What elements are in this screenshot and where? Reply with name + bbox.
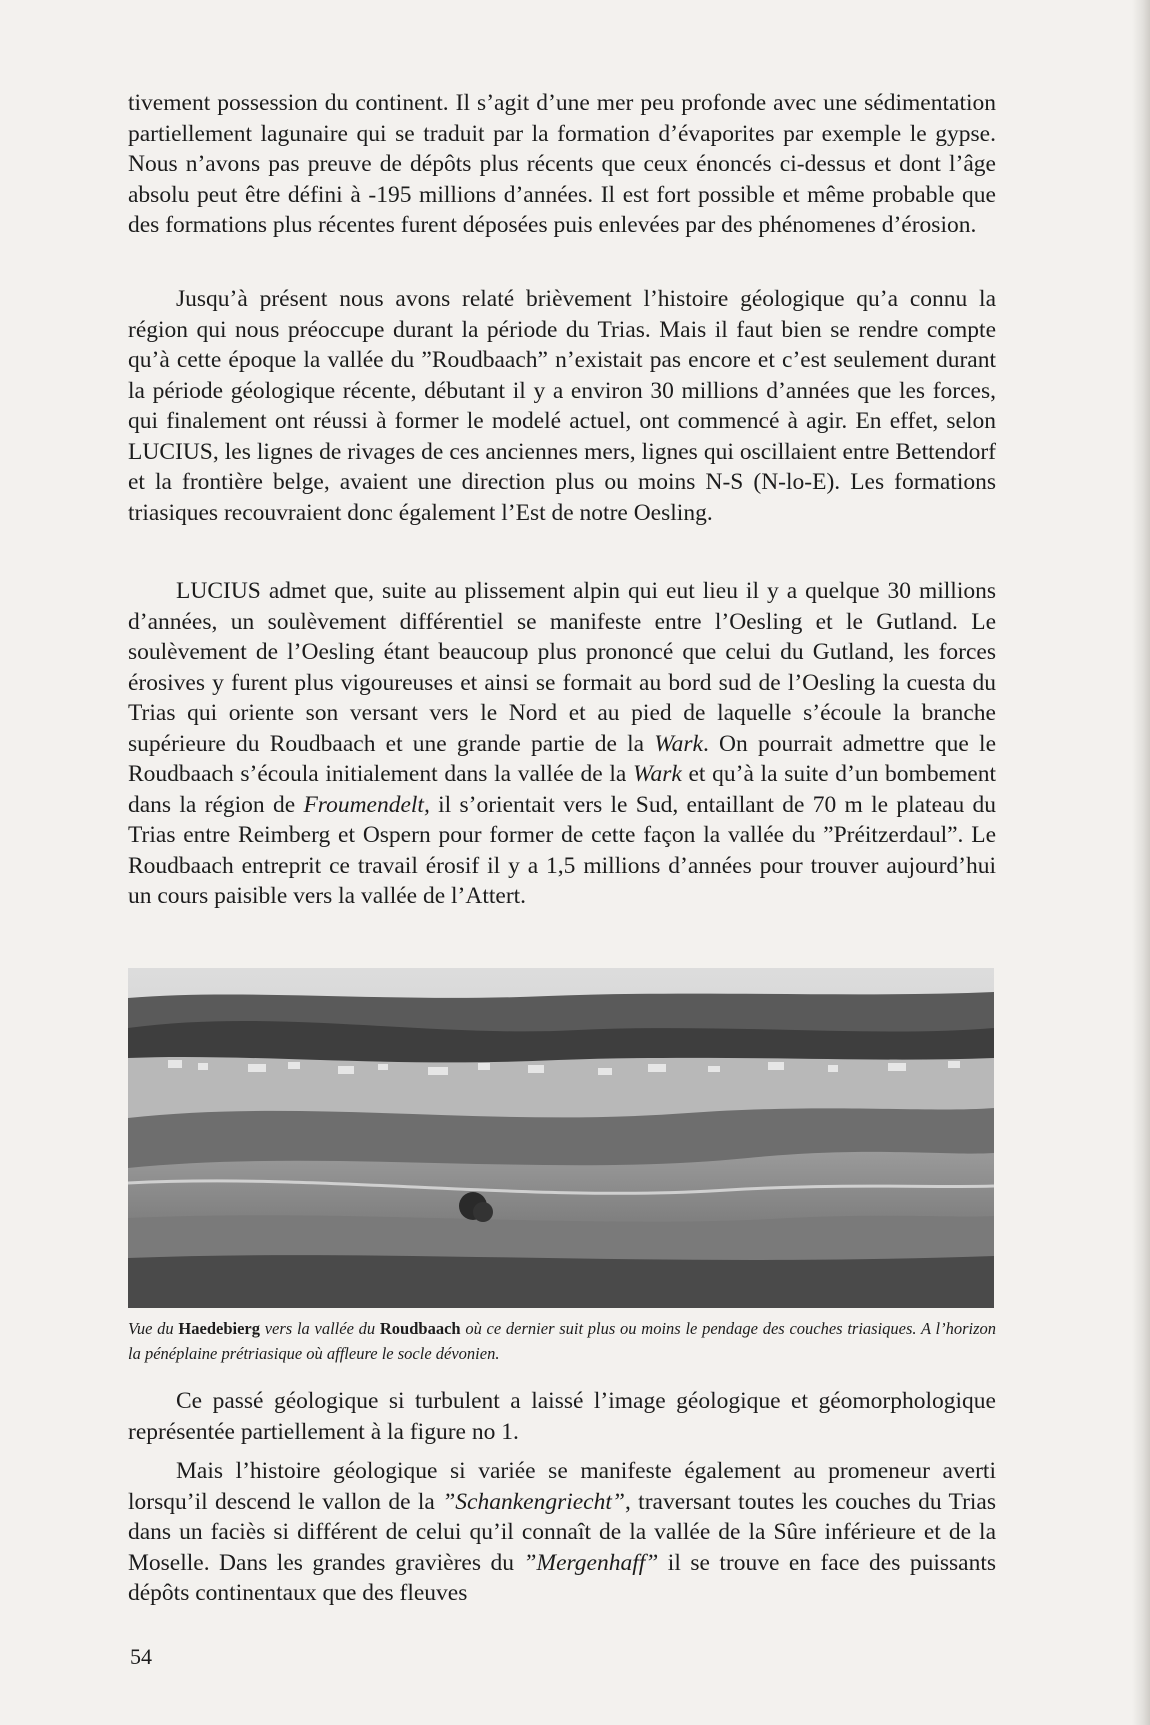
paragraph-1-text: tivement possession du continent. Il s’agit d’une mer peu profonde avec une sédimentation partiellement lagunaire qui se traduit par la formation d’évaporites par exemple le gypse. Nous n’avons pas preuve de dépôts plus récents que ceux énoncés ci-dessus et dont l’âge absolu peut être défini à -195 millions d’années. Il est fort possible et même probable que des formations plus récentes furent déposées puis enlevées par des phénomenes d’érosion. <box>128 90 996 238</box>
paragraph-3-part-a: LUCIUS admet que, suite au plissement alpin qui eut lieu il y a quelque 30 millions d’années, un soulèvement différentiel se manifeste entre l’Oesling et le Gutland. Le soulèvement de l’Oesling étant beaucoup plus prononcé que celui du Gutland, les forces érosives y furent plus vigoureuses et ainsi se formait au bord sud de l’Oesling la cuesta du Trias qui oriente son versant vers le Nord et au pied de laquelle s’écoule la branche supérieure du Roudbaach et une grande partie de la <box>128 578 996 757</box>
mergenhaff-term: ”Mergenhaff” <box>523 1549 659 1576</box>
paragraph-5-part-b: , traversant toutes les couches du Trias dans un faciès si différent de celui qu’il connaît de la vallée de la Sûre inférieure et de la Moselle. Dans les grandes gravières du <box>128 1488 996 1576</box>
paragraph-3-text <box>128 576 996 912</box>
paragraph-2 <box>128 284 996 528</box>
caption-part-c: où ce dernier suit plus ou moins le pendage des couches triasiques. A l’horizon la pénéplaine prétriasique où affleure le socle dévonien. <box>128 1319 996 1363</box>
paragraphs-4-5 <box>128 1386 996 1609</box>
paragraph-5-part-c: il se trouve en face des puissants dépôts continentaux que des fleuves <box>128 1549 996 1606</box>
paragraph-4-text: Ce passé géologique si turbulent a laissé l’image géologique et géomorphologique représentée partiellement à la figure no 1. <box>128 1388 996 1445</box>
wark-term-2: Wark <box>633 761 682 787</box>
paragraph-3 <box>128 576 996 912</box>
page-number: 54 <box>130 1644 152 1669</box>
landscape-photo-illustration <box>128 968 994 1308</box>
paragraph-3-part-d: il s’orientait vers le Sud, entaillant de 70 m le plateau du Trias entre Reimberg et Ospern pour former de cette façon la vallée du ”Préitzerdaul”. Le Roudbaach entreprit ce travail érosif il y a 1,5 millions d’années pour trouver aujourd’hui un cours paisible vers la vallée de l’Attert. <box>128 791 996 909</box>
page-edge-shadow <box>1132 0 1150 1725</box>
paragraph-3-part-b: . On pourrait admettre que le Roudbaach s’écoula initialement dans la vallée de la <box>128 730 996 787</box>
photo-caption <box>128 1316 996 1366</box>
caption-part-a: Vue du <box>128 1319 179 1338</box>
caption-part-b: vers la vallée du <box>259 1319 380 1338</box>
paragraph-2-text: Jusqu’à présent nous avons relaté brièvement l’histoire géologique qu’a connu la région qui nous préoccupe durant la période du Trias. Mais il faut bien se rendre compte qu’à cette époque la vallée du ”Roudbaach” n’existait pas encore et c’est seulement durant la période géologique récente, débutant il y a environ 30 millions d’années que les forces, qui finalement ont réussi à former le modelé actuel, ont commencé à agir. En effet, selon LUCIUS, les lignes de rivages de ces anciennes mers, lignes qui oscillaient entre Bettendorf et la frontière belge, avaient une direction plus ou moins N-S (N-lo-E). Les formations triasiques recouvraient donc également l’Est de notre Oesling. <box>128 286 996 526</box>
paragraph-3-part-c: et qu’à la suite d’un bombement dans la région de <box>128 761 996 818</box>
caption-haedebierg: Haedebierg <box>178 1319 260 1338</box>
paragraph-5-text <box>128 1456 996 1609</box>
schankengriecht-term: ”Schankengriecht” <box>442 1488 625 1515</box>
froumendelt-term: Froumendelt, <box>303 791 430 818</box>
paragraph-1 <box>128 88 996 241</box>
landscape-photo <box>128 968 994 1308</box>
paragraph-5-part-a: Mais l’histoire géologique si variée se manifeste également au promeneur averti lorsqu’il descend le vallon de la <box>128 1458 996 1515</box>
caption-roudbaach: Roudbaach <box>379 1319 461 1338</box>
wark-term-1: Wark <box>654 730 703 757</box>
